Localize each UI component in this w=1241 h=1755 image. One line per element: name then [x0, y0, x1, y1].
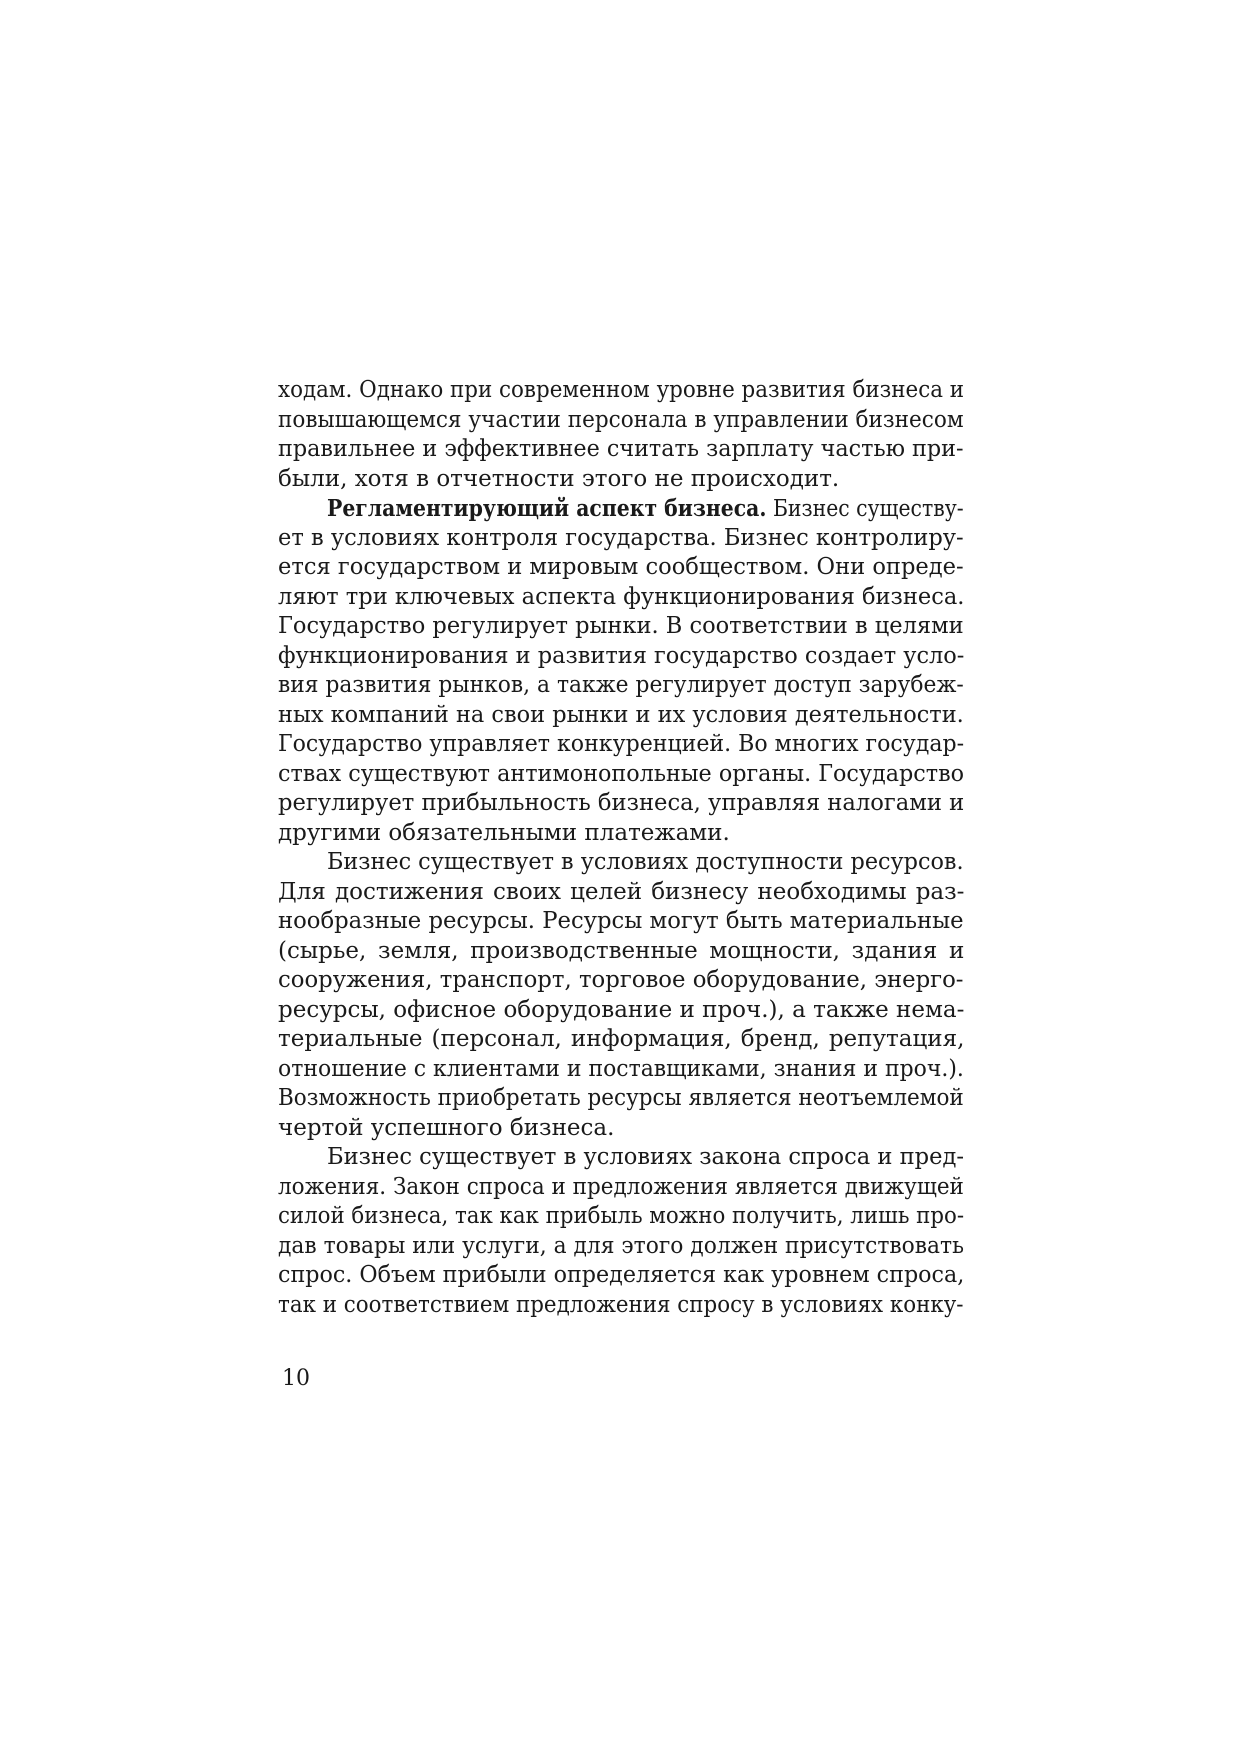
text-line: спрос. Объем прибыли определяется как уровнем спроса, — [278, 1262, 965, 1288]
text-line: сооружения, транспорт, торговое оборудование, энерго- — [278, 967, 964, 993]
text-line: так и соответствием предложения спросу в условиях конку- — [278, 1291, 964, 1318]
text-line: повышающемся участии персонала в управлении бизнесом — [278, 406, 964, 433]
text-line: Возможность приобретать ресурсы является неотъемлемой — [278, 1085, 964, 1111]
text-line: ляют три ключевых аспекта функционирования бизнеса. — [278, 583, 965, 610]
text-line: вия развития рынков, а также регулирует доступ зарубеж- — [278, 672, 964, 698]
body-text — [278, 376, 964, 1320]
text-line: нообразные ресурсы. Ресурсы могут быть материальные — [278, 908, 964, 934]
text-line: ложения. Закон спроса и предложения является движущей — [278, 1173, 964, 1200]
paragraph-end-line: были, хотя в отчетности этого не происходит. — [278, 465, 840, 492]
text-line: ресурсы, офисное оборудование и проч.), а также нема- — [278, 996, 965, 1023]
text-line: Государство регулирует рынки. В соответствии в целями — [278, 613, 964, 639]
section-heading-line — [278, 494, 964, 524]
paragraph-start-line: Бизнес существует в условиях закона спроса и пред- — [327, 1144, 965, 1170]
text-line: отношение с клиентами и поставщиками, знания и проч.). — [278, 1055, 964, 1082]
text-line: (сырье, земля, производственные мощности, здания и — [278, 937, 965, 964]
text-line: ходам. Однако при современном уровне развития бизнеса и — [278, 377, 965, 403]
text-line: правильнее и эффективнее считать зарплату частью при- — [278, 436, 964, 462]
text-line: функционирования и развития государство создает усло- — [278, 642, 965, 669]
text-line: териальные (персонал, информация, бренд, репутация, — [278, 1026, 965, 1052]
text-line: регулирует прибыльность бизнеса, управляя налогами и — [278, 790, 965, 816]
text-line: ных компаний на свои рынки и их условия деятельности. — [278, 701, 964, 728]
text-line-continuation: Бизнес существу- — [766, 496, 964, 522]
text-line: Государство управляет конкуренцией. Во многих государ- — [278, 731, 965, 757]
paragraph-start-line: Бизнес существует в условиях доступности ресурсов. — [327, 849, 964, 875]
text-line: Для достижения своих целей бизнесу необходимы раз- — [278, 878, 965, 905]
paragraph-end-line: чертой успешного бизнеса. — [278, 1114, 615, 1141]
paragraph-end-line: другими обязательными платежами. — [278, 819, 730, 846]
text-line: ствах существуют антимонопольные органы. Государство — [278, 760, 965, 787]
text-line: дав товары или услуги, а для этого должен присутствовать — [278, 1232, 964, 1259]
text-line: ется государством и мировым сообществом. Они опреде- — [278, 554, 964, 580]
text-line: ет в условиях контроля государства. Бизнес контролиру- — [278, 524, 964, 551]
page-number: 10 — [282, 1366, 310, 1391]
text-line: силой бизнеса, так как прибыль можно получить, лишь про- — [278, 1203, 965, 1229]
section-heading: Регламентирующий аспект бизнеса. — [327, 495, 767, 522]
